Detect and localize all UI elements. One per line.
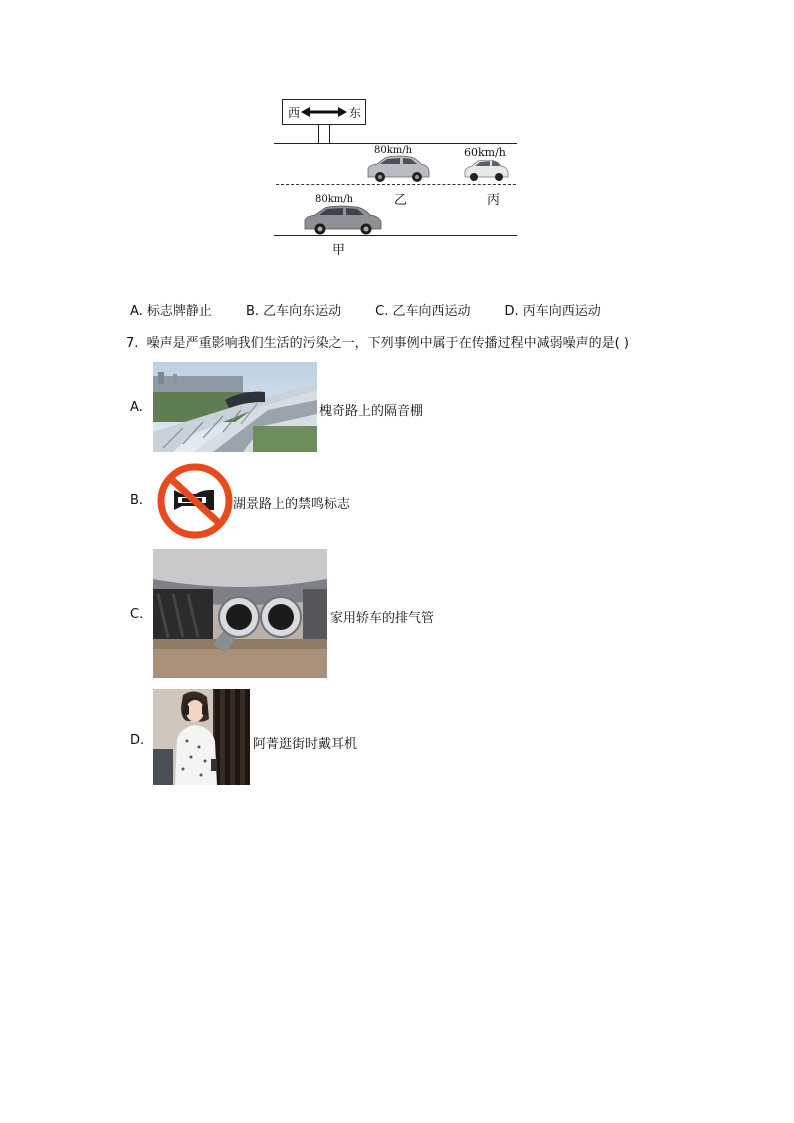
q7-stem <box>126 332 629 351</box>
direction-sign <box>282 99 366 125</box>
sign-west-label: 西 <box>288 106 301 120</box>
headphones-girl-icon <box>153 689 250 785</box>
soundproof-tunnel-image <box>153 362 317 452</box>
q7-option-b-text: 湖景路上的禁鸣标志 <box>233 497 351 512</box>
q7-option-a-letter[interactable]: A. <box>130 400 143 415</box>
motion-diagram <box>270 95 530 265</box>
car-jia-speed: 80km/h <box>315 194 354 205</box>
q7-text: 噪声是严重影响我们生活的污染之一，下列事例中属于在传播过程中减弱噪声的是( ) <box>146 336 629 351</box>
exhaust-pipe-icon <box>153 549 327 678</box>
q7-option-c-letter[interactable]: C. <box>130 607 144 622</box>
headphones-girl-image <box>153 689 250 785</box>
q6-option-a[interactable]: A. 标志牌静止 <box>130 304 212 319</box>
q7-option-b-letter[interactable]: B. <box>130 493 144 508</box>
q7-option-a-text: 槐奇路上的隔音棚 <box>319 404 424 419</box>
car-yi-icon <box>365 155 431 183</box>
q7-option-d-letter[interactable]: D. <box>130 733 145 748</box>
sign-east-label: 东 <box>349 106 362 120</box>
road-center-line <box>276 184 516 185</box>
q6-option-b[interactable]: B. 乙车向东运动 <box>245 304 342 319</box>
q6-option-c[interactable]: C. 乙车向西运动 <box>375 304 471 319</box>
car-yi-speed: 80km/h <box>374 145 413 156</box>
car-bing-label: 丙 <box>487 193 501 208</box>
car-jia-icon <box>303 205 383 235</box>
q6-option-d[interactable]: D. 丙车向西运动 <box>504 304 601 319</box>
no-horn-icon <box>156 462 234 540</box>
q7-option-c-text: 家用轿车的排气管 <box>330 611 435 626</box>
double-arrow-icon <box>301 106 347 118</box>
q7-number: 7. <box>126 336 139 351</box>
car-jia-label: 甲 <box>332 243 346 258</box>
exhaust-pipe-image <box>153 549 327 678</box>
car-yi-label: 乙 <box>394 193 408 208</box>
road-edge-top <box>274 143 517 144</box>
q6-options <box>130 300 635 319</box>
car-bing-speed: 60km/h <box>464 146 506 159</box>
no-horn-sign-image <box>156 462 234 540</box>
q7-option-d-text: 阿菁逛街时戴耳机 <box>253 737 358 752</box>
car-bing-icon <box>463 160 509 182</box>
sign-pole <box>318 124 330 143</box>
road-edge-bottom <box>274 235 517 236</box>
soundproof-tunnel-icon <box>153 362 317 452</box>
